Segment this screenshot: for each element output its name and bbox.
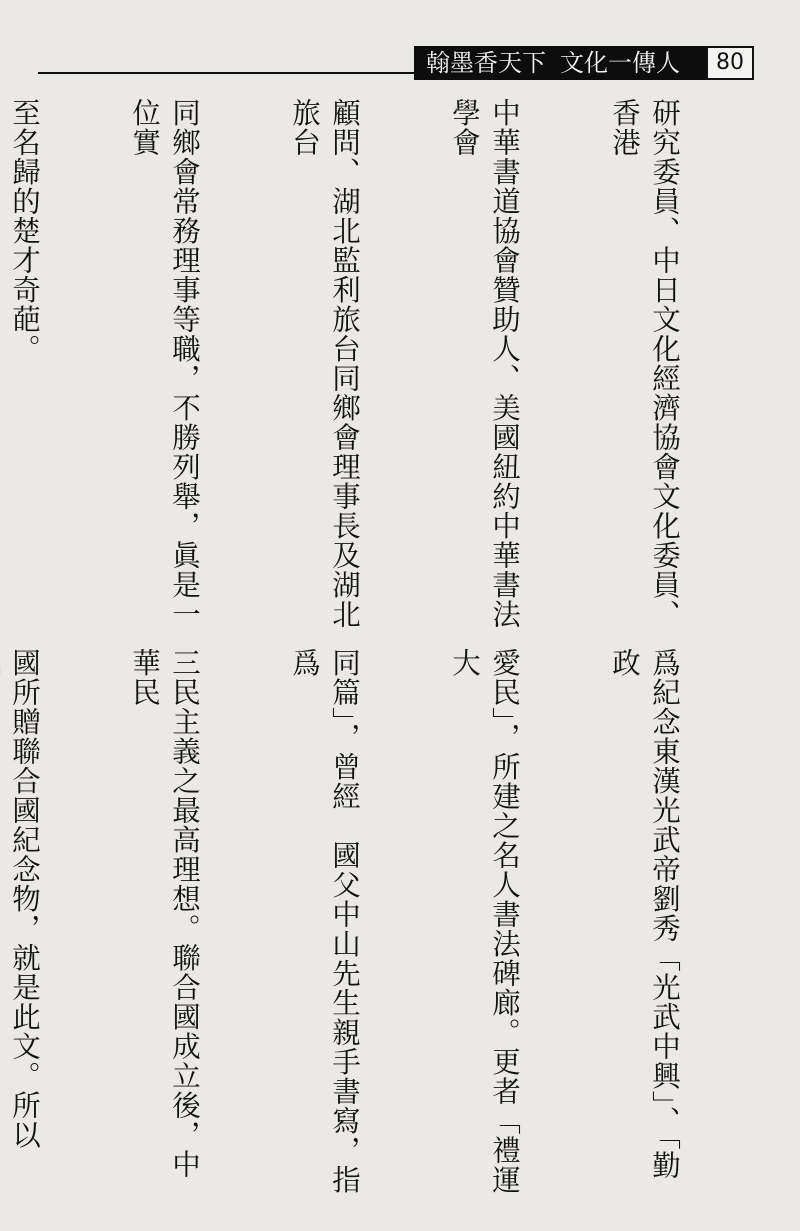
- running-header: [414, 46, 706, 80]
- text-column: 同鄉會常務理事等職，不勝列舉，眞是一位實: [128, 98, 201, 629]
- text-block-bottom: [8, 648, 764, 1208]
- text-column: 國所贈聯合國紀念物，就是此文。所以: [8, 648, 41, 1150]
- text-column: 研究委員、中日文化經濟協會文化委員、香港: [608, 98, 681, 629]
- text-column: 愛民」，所建之名人書法碑廊。更者「禮運大: [448, 648, 521, 1195]
- text-column: 中華書道協會贊助人、美國紐約中華書法學會: [448, 98, 521, 629]
- header-rule: [38, 72, 416, 74]
- book-title: 翰墨香天下: [426, 49, 546, 77]
- section-title: 文化一傳人: [560, 49, 680, 77]
- text-column: 爲紀念東漢光武帝劉秀「光武中興」、「勤政: [608, 648, 681, 1180]
- text-column: 顧問、湖北監利旅台同鄉會理事長及湖北旅台: [288, 98, 361, 629]
- text-column: 至名歸的楚才奇葩。: [8, 98, 41, 364]
- text-block-top: [8, 98, 764, 638]
- text-column: 同篇」，曾經 國父中山先生親手書寫，指爲: [288, 648, 361, 1195]
- page-number: 80: [706, 46, 754, 80]
- text-column: 三民主義之最高理想。聯合國成立後，中華民: [128, 648, 201, 1179]
